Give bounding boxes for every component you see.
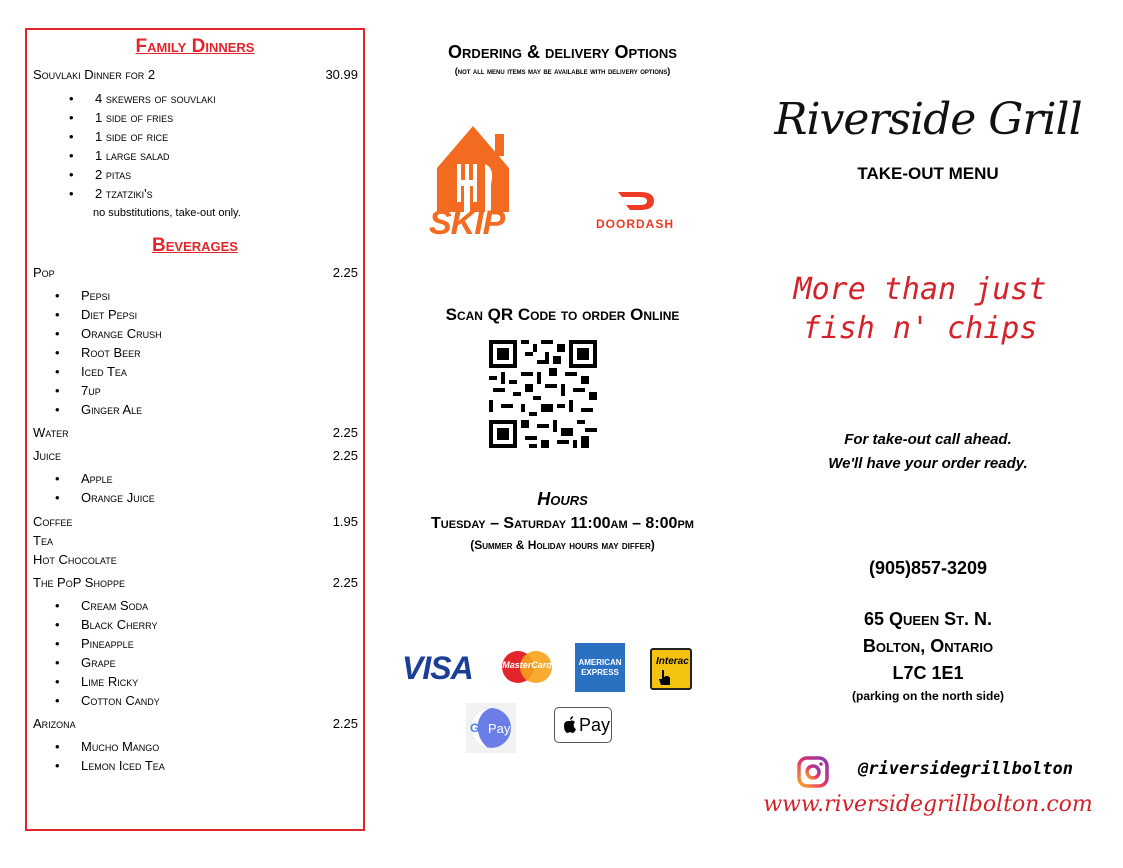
list-item: • Ginger Ale [55,402,143,417]
visa-logo: VISA [402,650,473,686]
menu-item-name: Souvlaki Dinner for 2 [33,67,156,82]
list-item: • 1 large salad [69,148,170,163]
ordering-subtitle: (not all menu items may be available with delivery options) [454,66,671,76]
menu-item-price: 2.25 [332,575,358,590]
tagline-line-1: More than just [793,272,1047,307]
list-item: • Grape [55,655,116,670]
menu-item-name: Coffee [33,514,73,529]
google-pay-logo: G Pay [466,703,516,753]
instagram-icon[interactable] [797,756,829,788]
menu-item-name: Arizona [33,716,76,731]
hours-line: Tuesday – Saturday 11:00am – 8:00pm [431,515,694,532]
brand-name: Riverside Grill [774,94,1082,145]
doordash-label: DOORDASH [596,217,675,231]
list-item: • Black Cherry [55,617,158,632]
skip-label: SKIP [429,204,505,242]
menu-item-name: Pop [33,265,55,280]
call-ahead-line-2: We'll have your order ready. [828,455,1028,472]
doordash-logo[interactable] [590,190,690,235]
skip-logo[interactable] [425,120,525,250]
menu-panel-left [25,28,365,831]
ordering-heading: Ordering & delivery Options [448,42,677,62]
list-item: • Mucho Mango [55,739,160,754]
list-item: • Iced Tea [55,364,127,379]
interac-logo: Interac [650,648,692,690]
instagram-glyph [797,756,829,788]
hours-note: (Summer & Holiday hours may differ) [470,538,655,552]
menu-item-name: Water [33,425,69,440]
doordash-icon [616,190,656,212]
brand-subtitle: TAKE-OUT MENU [857,164,999,183]
list-item: • Pineapple [55,636,134,651]
beverages-heading: Beverages [152,235,238,256]
mastercard-logo: MasterCard [501,650,553,684]
list-item: • Cream Soda [55,598,149,613]
parking-note: (parking on the north side) [852,689,1004,703]
menu-item-price: 30.99 [325,67,358,82]
menu-item-price: 1.95 [332,514,358,529]
list-item: • Cotton Candy [55,693,160,708]
menu-item-name: Juice [33,448,62,463]
list-item: • Diet Pepsi [55,307,138,322]
list-item: • Apple [55,471,113,486]
tagline-line-2: fish n' chips [802,311,1038,346]
qr-code[interactable] [489,340,597,448]
list-item: • Lime Ricky [55,674,139,689]
list-item: • Root Beer [55,345,141,360]
hand-icon [658,670,672,686]
list-item: • 4 skewers of souvlaki [69,91,216,106]
family-dinners-heading: Family Dinners [135,36,255,57]
menu-item-price: 2.25 [332,448,358,463]
menu-item-price: 2.25 [332,265,358,280]
menu-item-name: Tea [33,533,53,548]
list-item: • Lemon Iced Tea [55,758,165,773]
list-item: • Pepsi [55,288,111,303]
phone-number[interactable]: (905)857-3209 [868,558,988,578]
address-line-1: 65 Queen St. N. [863,609,993,629]
menu-item-name: Hot Chocolate [33,552,117,567]
apple-pay-logo: Pay [554,707,612,743]
amex-logo: AMERICAN EXPRESS [575,643,625,692]
qr-heading: Scan QR Code to order Online [445,305,680,324]
hours-heading: Hours [537,489,588,509]
list-item: • Orange Juice [55,490,155,505]
family-note: no substitutions, take-out only. [93,207,241,219]
menu-item-price: 2.25 [332,716,358,731]
website-link[interactable]: www.riversidegrillbolton.com [763,792,1093,817]
list-item: • 1 side of fries [69,110,174,125]
list-item: • 7up [55,383,101,398]
list-item: • 2 pitas [69,167,132,182]
list-item: • 1 side of rice [69,129,169,144]
instagram-handle[interactable]: @riversidegrillbolton [858,759,1073,779]
apple-icon [563,716,577,733]
address-postal: L7C 1E1 [892,663,964,683]
list-item: • Orange Crush [55,326,162,341]
qr-code-icon [489,340,597,448]
menu-item-name: The PoP Shoppe [33,575,125,590]
menu-item-price: 2.25 [332,425,358,440]
call-ahead-line-1: For take-out call ahead. [844,431,1012,448]
address-line-2: Bolton, Ontario [862,636,994,656]
list-item: • 2 tzatziki's [69,186,153,201]
